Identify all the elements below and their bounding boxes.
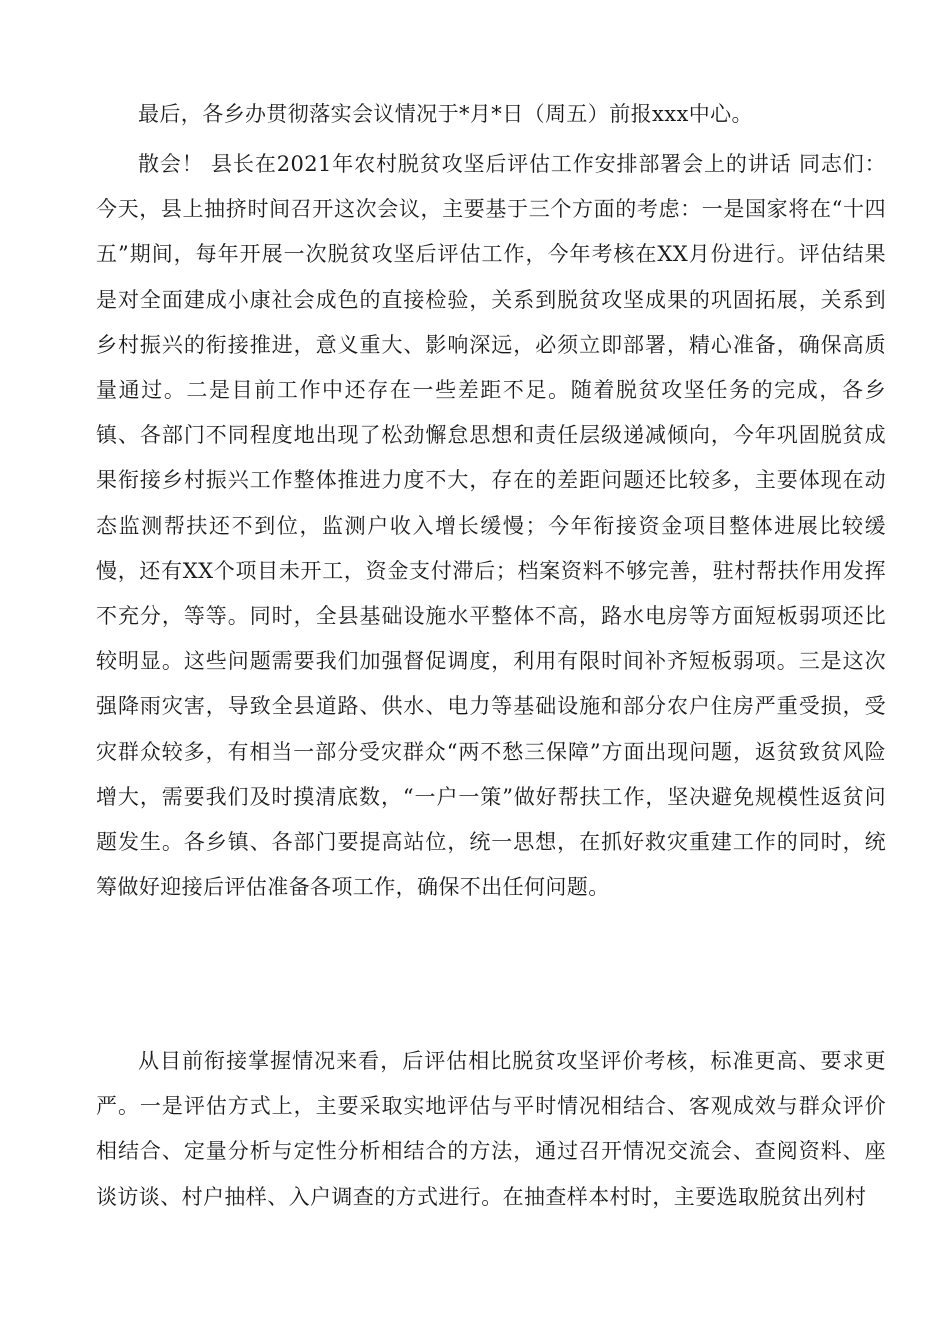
paragraph-closing-notice: 最后，各乡办贯彻落实会议情况于*月*日（周五）前报xxx中心。 bbox=[138, 102, 753, 126]
paragraph-speech-opening: 散会！ 县长在2021年农村脱贫攻坚后评估工作安排部署会上的讲话 同志们：今天，县上抽挤时间召开这次会议，主要基于三个方面的考虑：一是国家将在“十四五”期间，每年开展一次脱贫攻坚后评估工作，今年考核在XX月份进行。评估结果是对全面建成小康社会成色的直接检验，关系到脱贫攻坚成果的巩固拓展，关系到乡村振兴的衔接推进，意义重大、影响深远，必须立即部署，精心准备，确保高质量通过。二是目前工作中还存在一些差距不足。随着脱贫攻坚任务的完成，各乡镇、各部门不同程度地出现了松劲懈怠思想和责任层级递减倾向，今年巩固脱贫成果衔接乡村振兴工作整体推进力度不大，存在的差距问题还比较多，主要体现在动态监测帮扶还不到位，监测户收入增长缓慢；今年衔接资金项目整体进展比较缓慢，还有XX个项目未开工，资金支付滞后；档案资料不够完善，驻村帮扶作用发挥不充分，等等。同时，全县基础设施水平整体不高，路水电房等方面短板弱项还比较明显。这些问题需要我们加强督促调度，利用有限时间补齐短板弱项。三是这次强降雨灾害，导致全县道路、供水、电力等基础设施和部分农户住房严重受损，受灾群众较多，有相当一部分受灾群众“两不愁三保障”方面出现问题，返贫致贫风险增大，需要我们及时摸清底数，“一户一策”做好帮扶工作，坚决避免规模性返贫问题发生。各乡镇、各部门要提高站位，统一思想，在抓好救灾重建工作的同时，统筹做好迎接后评估准备各项工作，确保不出任何问题。 bbox=[96, 152, 886, 900]
paragraph-evaluation-standards: 从目前衔接掌握情况来看，后评估相比脱贫攻坚评价考核，标准更高、要求更严。一是评估方式上，主要采取实地评估与平时情况相结合、客观成效与群众评价相结合、定量分析与定性分析相结合的方法，通过召开情况交流会、查阅资料、座谈访谈、村户抽样、入户调查的方式进行。在抽查样本村时，主要选取脱贫出列村 bbox=[96, 1049, 886, 1209]
